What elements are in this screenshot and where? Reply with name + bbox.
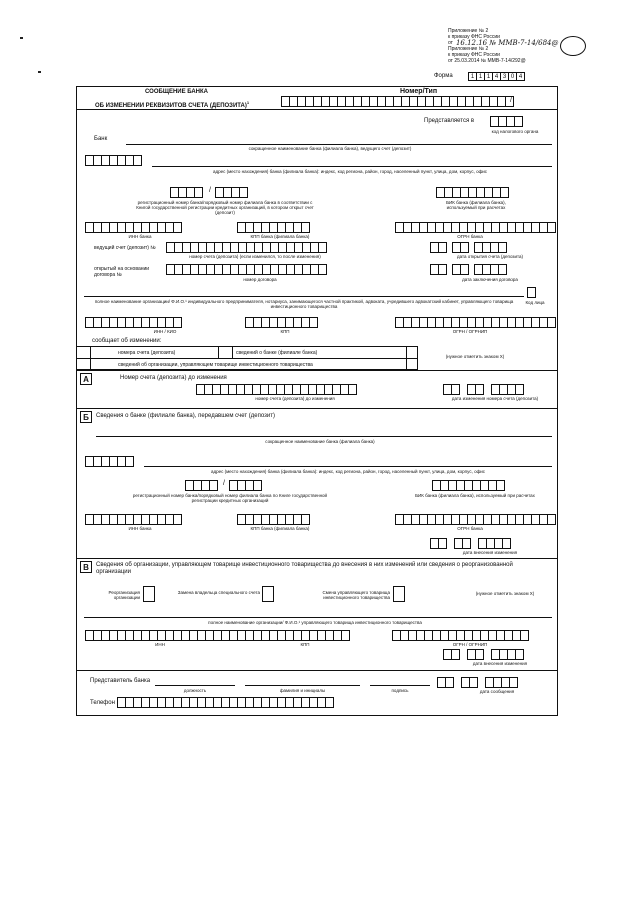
prev-bank-kpp-cells[interactable] bbox=[237, 514, 309, 525]
report-option-account[interactable]: номера счета (депозита) bbox=[118, 350, 176, 356]
represented-label: Представляется в bbox=[424, 118, 475, 124]
prev-org-inn-caption: ИНН bbox=[155, 642, 165, 647]
bank-branch-cells[interactable] bbox=[215, 187, 247, 198]
partner-change-option-label: Смена управляющего товарища инвестиционного товарищества bbox=[322, 590, 390, 600]
input-cell[interactable] bbox=[498, 242, 507, 253]
position-caption: должность bbox=[183, 688, 207, 693]
appendix-block bbox=[448, 28, 578, 64]
reports-label: сообщает об изменении: bbox=[92, 338, 162, 344]
input-cell[interactable] bbox=[325, 697, 334, 708]
section-b-letter: Б bbox=[80, 411, 92, 423]
bank-name-caption: сокращенное наименование банка (филиала банка), ведущего счет (депозит) bbox=[248, 146, 412, 151]
tax-office-caption: код налогового органа bbox=[491, 129, 539, 134]
open-date-cells[interactable] bbox=[430, 242, 506, 253]
input-cell[interactable] bbox=[173, 514, 182, 525]
account-change-date-cells[interactable] bbox=[443, 384, 523, 395]
position-line[interactable] bbox=[155, 685, 235, 686]
bank-ogrn-cells[interactable] bbox=[395, 222, 555, 233]
bank-bik-caption: БИК банка (филиала банка), используемый при расчетах bbox=[446, 200, 506, 210]
forma-code-digit: 1 bbox=[476, 72, 485, 81]
number-cells[interactable] bbox=[281, 96, 513, 107]
appendix-line: от bbox=[448, 40, 453, 46]
input-cell[interactable] bbox=[547, 317, 556, 328]
reports-note: (нужное отметить знаком Х) bbox=[445, 354, 505, 359]
phone-cells[interactable] bbox=[117, 697, 333, 708]
form-title-text: ОБ ИЗМЕНЕНИИ РЕКВИЗИТОВ СЧЕТА (ДЕПОЗИТА) bbox=[95, 103, 247, 109]
input-cell[interactable] bbox=[173, 317, 182, 328]
owner-change-option-label: Замена владельца специального счета bbox=[177, 590, 260, 595]
signature-line[interactable] bbox=[370, 685, 430, 686]
report-option-org[interactable]: сведений об организации, управляющем товарище инвестиционного товарищества bbox=[118, 362, 313, 368]
forma-code-digit: 3 bbox=[500, 72, 509, 81]
input-cell[interactable] bbox=[301, 222, 310, 233]
input-cell[interactable] bbox=[547, 222, 556, 233]
contract-date-caption: дата заключения договора bbox=[462, 277, 518, 282]
prev-org-ogrn-caption: ОГРН / ОГРНИП bbox=[452, 642, 488, 647]
bank-kpp-caption: КПП банка (филиала банка) bbox=[250, 234, 310, 239]
divider bbox=[76, 109, 558, 110]
org-inn-cells[interactable] bbox=[85, 317, 181, 328]
account-change-date-caption: дата изменения номера счета (депозита) bbox=[451, 396, 539, 401]
prev-bank-branch-cells[interactable] bbox=[229, 480, 261, 491]
input-cell[interactable] bbox=[194, 187, 203, 198]
appendix-line: от 25.03.2014 № ММВ-7-14/292@ bbox=[448, 58, 526, 64]
section-v-label: Сведения об организации, управляющем товарище инвестиционного товарищества до внесения в них изменений или сведения о реорганизованной организации bbox=[96, 562, 513, 575]
input-cell[interactable] bbox=[515, 384, 524, 395]
input-cell[interactable] bbox=[547, 514, 556, 525]
input-cell[interactable] bbox=[301, 514, 310, 525]
prev-bank-address-line[interactable] bbox=[144, 466, 552, 467]
name-line[interactable] bbox=[245, 685, 360, 686]
prev-bank-ogrn-cells[interactable] bbox=[395, 514, 555, 525]
prev-bank-index-cells[interactable] bbox=[85, 456, 133, 467]
bank-label: Банк bbox=[94, 136, 108, 142]
input-cell[interactable] bbox=[498, 264, 507, 275]
signature-caption: подпись bbox=[391, 688, 409, 693]
org-kpp-cells[interactable] bbox=[245, 317, 317, 328]
input-cell[interactable] bbox=[318, 264, 327, 275]
org-ogrn-caption: ОГРН / ОГРНИП bbox=[452, 329, 488, 334]
appendix-line: Приложение № 2 bbox=[448, 28, 489, 34]
org-name-caption: полное наименование организации/ Ф.И.О.¹ индивидуального предпринимателя, нотариуса, занимающегося частной практикой, адвоката, учредившего адвокатский кабинет, управляющего товарища инвестиционного товарищества bbox=[94, 299, 514, 309]
section-b-label: Сведения о банке (филиале банка), передавшем счет (депозит) bbox=[96, 413, 275, 419]
handwritten-note: 16.12.16 № ММВ-7-14/684@ bbox=[455, 39, 559, 47]
prev-org-change-date-caption: дата внесения изменения bbox=[472, 661, 528, 666]
input-cell[interactable] bbox=[318, 242, 327, 253]
prev-bank-bik-caption: БИК банка (филиала банка), используемый при расчетах bbox=[415, 493, 535, 498]
prev-org-ogrn-cells[interactable] bbox=[392, 630, 528, 641]
contract-date-cells[interactable] bbox=[430, 264, 506, 275]
scan-mark bbox=[38, 71, 41, 73]
input-cell[interactable] bbox=[496, 480, 505, 491]
input-cell[interactable] bbox=[515, 649, 524, 660]
phone-label: Телефон bbox=[90, 700, 115, 706]
handwritten-circle bbox=[560, 36, 586, 56]
forma-label: Форма bbox=[434, 73, 453, 79]
input-cell[interactable] bbox=[500, 187, 509, 198]
input-cell[interactable] bbox=[309, 317, 318, 328]
person-code-cell[interactable] bbox=[527, 287, 535, 298]
input-cell[interactable] bbox=[133, 155, 142, 166]
footnote-mark: 1 bbox=[246, 100, 250, 105]
forma-code-digit: 1 bbox=[468, 72, 477, 81]
bank-name-line[interactable] bbox=[126, 144, 552, 145]
input-cell[interactable] bbox=[209, 480, 218, 491]
partner-change-checkbox[interactable] bbox=[393, 586, 405, 602]
report-date-cells[interactable] bbox=[437, 677, 517, 688]
forma-code-digit: 1 bbox=[484, 72, 493, 81]
account-number-cells[interactable] bbox=[166, 242, 326, 253]
prev-bank-reg-caption: регистрационный номер банка/порядковый номер филиала банка по Книге государственной регистрации кредитных организаций bbox=[132, 493, 328, 503]
open-date-caption: дата открытия счета (депозита) bbox=[457, 254, 523, 259]
input-cell[interactable] bbox=[520, 630, 529, 641]
org-ogrn-cells[interactable] bbox=[395, 317, 555, 328]
section-a-label: Номер счета (депозита) до изменения bbox=[120, 375, 227, 381]
section-v-note: (нужное отметить знаком Х) bbox=[475, 591, 535, 596]
account-caption: номер счета (депозита) (если изменился, то после изменения) bbox=[189, 254, 321, 259]
form-page: Приложение № 2 к приказу ФНС России от 16.12.16 № ММВ-7-14/684@ Приложение № 2 к приказу ФНС России от 25.03.2014 № ММВ-7-14/292@ Форма 1 1 1 4 3 0 4 СООБЩЕНИЕ БАНКА ОБ ИЗМЕНЕНИИ РЕКВИЗИТОВ СЧЕТА (ДЕПОЗИТА)$^1$ Номер/Тип / Представляется в код налогового органа Банк сокращенное наименование банка (филиала банка), ведущего счет (депозит) адрес (место нахождения) банка (филиала банка): индекс, код региона, район, город, населенный пункт, улица, дом, корпус, офис / регистрационный номер банка/порядковый номер филиала банка в соответствии с Книгой государственной регистрации кредитных организаций, в котором открыт счет (депозит) БИК банка (филиала банка), используемый при расчетах ИНН банка КПП банка (филиала банка) ОГРН банка ведущий счет (депозит) № номер счета (депозита) (если изменился, то после изменения) дата открытия счета (депозита) открытый на основании договора № номер договора дата заключения договора полное наименование организации/ Ф.И.О.¹ индивидуального предпринимателя, нотариуса, занимающегося частной практикой, адвоката, учредившего адвокатский кабинет, управляющего товарища инвестиционного товарищества Код лица ИНН / КИО КПП ОГРН / ОГРНИП сообщает об изменении: номера счета (депозита) сведений о банке (филиале банка) сведений об организации, управляющем товарище инвестиционного товарищества (нужное отметить знаком Х) А Номер счета (депозита) до изменения номер счета (депозита) до изменения дата изменения номера счета (депозита) Б Сведения о банке (филиале банка), передавшем счет (депозит) сокращенное наименование банка (филиала банка) адрес (место нахождения) банка (филиала банка): индекс, код региона, район, город, населенный пункт, улица, дом, корпус, офис / регистрационный номер банка/порядковый номер филиала банка по Книге государственной регистрации кредитных организаций БИК банка (филиала банка), используемый при расчетах ИНН банка КПП банка (филиала банка) ОГРН банка дата внесения изменения В Сведения об организации, управляющем товарище инвестиционного товарищества до внесения в них изменений или сведения о реорганизованной организации Реорганизация организации Замена владельца специального счета Смена управляющего товарища инвестиционного товарищества (нужное отметить знаком Х) полное наименование организации/ Ф.И.О.¹ управляющего товарища инвестиционного товарищества ИНН КПП ОГРН / ОГРНИП дата внесения изменения Представитель банка должность фамилия и инициалы подпись дата сообщения Телефон bbox=[0, 0, 640, 905]
name-caption: фамилия и инициалы bbox=[279, 688, 326, 693]
bank-bik-cells[interactable] bbox=[436, 187, 508, 198]
section-a-letter: А bbox=[80, 373, 92, 385]
prev-bank-address-caption: адрес (место нахождения) банка (филиала банка): индекс, код региона, район, город, населенный пункт, улица, дом, корпус, офис bbox=[210, 469, 486, 474]
tax-office-code-cells[interactable] bbox=[490, 116, 522, 127]
bank-reg-cells[interactable] bbox=[170, 187, 202, 198]
prev-bank-change-date-cells[interactable] bbox=[430, 538, 510, 549]
report-date-caption: дата сообщения bbox=[479, 689, 515, 694]
prev-bank-ogrn-caption: ОГРН банка bbox=[457, 526, 483, 531]
input-cell[interactable] bbox=[502, 538, 511, 549]
opened-label: открытый на основании договора № bbox=[94, 266, 150, 278]
input-cell[interactable] bbox=[239, 187, 248, 198]
prev-bank-inn-caption: ИНН банка bbox=[128, 526, 152, 531]
input-cell[interactable] bbox=[341, 630, 350, 641]
owner-change-checkbox[interactable] bbox=[262, 586, 274, 602]
reorg-checkbox[interactable] bbox=[143, 586, 155, 602]
prev-org-inn-cells[interactable] bbox=[85, 630, 349, 641]
input-cell[interactable] bbox=[527, 287, 536, 298]
account-label: ведущий счет (депозит) № bbox=[94, 245, 156, 251]
input-cell[interactable] bbox=[514, 116, 523, 127]
input-cell[interactable] bbox=[509, 677, 518, 688]
old-account-caption: номер счета (депозита) до изменения bbox=[255, 396, 335, 401]
forma-code-digit: 0 bbox=[508, 72, 517, 81]
org-kpp-caption: КПП bbox=[280, 329, 290, 334]
forma-code-digit: 4 bbox=[492, 72, 501, 81]
prev-bank-name-line[interactable] bbox=[96, 436, 552, 437]
prev-org-change-date-cells[interactable] bbox=[443, 649, 523, 660]
prev-bank-change-date-caption: дата внесения изменения bbox=[462, 550, 518, 555]
bank-ogrn-caption: ОГРН банка bbox=[457, 234, 483, 239]
org-name-line[interactable] bbox=[84, 296, 524, 297]
org-inn-caption: ИНН / КИО bbox=[153, 329, 177, 334]
section-v-letter: В bbox=[80, 561, 92, 573]
prev-org-kpp-caption: КПП bbox=[300, 642, 310, 647]
reorg-option-label: Реорганизация организации bbox=[108, 590, 140, 600]
number-type-label: Номер/Тип bbox=[400, 88, 438, 95]
appendix-line: Приложение № 2 bbox=[448, 46, 489, 52]
bank-index-cells[interactable] bbox=[85, 155, 141, 166]
forma-code-digit: 4 bbox=[516, 72, 525, 81]
person-code-label: Код лица bbox=[525, 300, 545, 305]
form-title-line1: СООБЩЕНИЕ БАНКА bbox=[145, 89, 209, 95]
bank-kpp-cells[interactable] bbox=[237, 222, 309, 233]
prev-bank-reg-cells[interactable] bbox=[185, 480, 217, 491]
report-option-bank[interactable]: сведений о банке (филиале банка) bbox=[236, 350, 318, 356]
bank-inn-caption: ИНН банка bbox=[128, 234, 152, 239]
input-cell[interactable] bbox=[125, 456, 134, 467]
bank-address-caption: адрес (место нахождения) банка (филиала банка): индекс, код региона, район, город, населенный пункт, улица, дом, корпус, офис bbox=[212, 169, 488, 174]
contract-number-cells[interactable] bbox=[166, 264, 326, 275]
scan-mark bbox=[20, 37, 23, 39]
appendix-line: к приказу ФНС России bbox=[448, 52, 500, 58]
prev-org-name-line[interactable] bbox=[84, 617, 552, 618]
forma-code bbox=[468, 72, 524, 81]
appendix-line: к приказу ФНС России bbox=[448, 34, 500, 40]
input-cell[interactable] bbox=[173, 222, 182, 233]
prev-bank-name-caption: сокращенное наименование банка (филиала банка) bbox=[265, 439, 375, 444]
prev-bank-inn-cells[interactable] bbox=[85, 514, 181, 525]
prev-org-name-caption: полное наименование организации/ Ф.И.О.¹ управляющего товарища инвестиционного товарищества bbox=[208, 620, 422, 625]
input-cell[interactable] bbox=[253, 480, 262, 491]
prev-bank-bik-cells[interactable] bbox=[432, 480, 504, 491]
bank-reg-caption: регистрационный номер банка/порядковый номер филиала банка в соответствии с Книгой государственной регистрации кредитных организаций, в котором открыт счет (депозит) bbox=[136, 200, 314, 215]
representative-label: Представитель банка bbox=[90, 678, 151, 684]
prev-bank-kpp-caption: КПП банка (филиала банка) bbox=[250, 526, 310, 531]
input-cell[interactable] bbox=[348, 384, 357, 395]
old-account-cells[interactable] bbox=[196, 384, 356, 395]
contract-caption: номер договора bbox=[243, 277, 277, 282]
bank-address-line[interactable] bbox=[152, 166, 552, 167]
number-slash: / bbox=[510, 97, 512, 104]
bank-inn-cells[interactable] bbox=[85, 222, 181, 233]
